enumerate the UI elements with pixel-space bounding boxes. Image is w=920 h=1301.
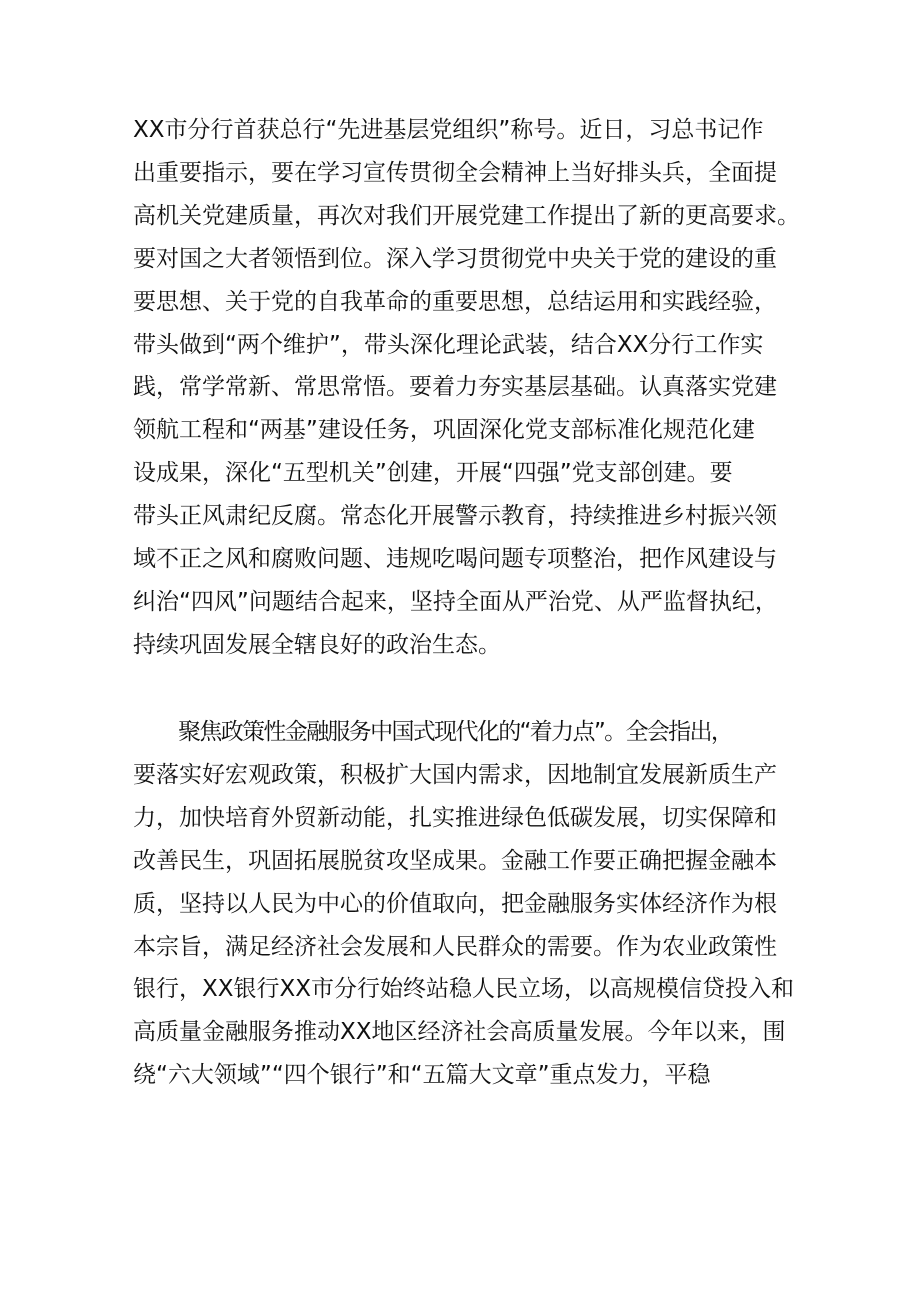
text-line: 设成果，深化“五型机关”创建，开展“四强”党支部创建。要 [133, 460, 733, 487]
text-line: 纠治“四风”问题结合起来，坚持全面从严治党、从严监督执纪， [133, 588, 778, 615]
text-line: 本宗旨，满足经济社会发展和人民群众的需要。作为农业政策性 [133, 933, 777, 960]
text-line: 银行，XX银行XX市分行始终站稳人民立场，以高规模信贷投入和 [133, 976, 795, 1003]
text-line: 高质量金融服务推动XX地区经济社会高质量发展。今年以来，围 [133, 1019, 786, 1046]
text-line: 要对国之大者领悟到位。深入学习贯彻党中央关于党的建设的重 [133, 245, 777, 272]
text-line: 绕“六大领域”“四个银行”和“五篇大文章”重点发力，平稳 [133, 1062, 711, 1089]
text-line: 质，坚持以人民为中心的价值取向，把金融服务实体经济作为根 [133, 890, 777, 917]
text-line: 高机关党建质量，再次对我们开展党建工作提出了新的更高要求。 [133, 202, 800, 229]
text-line: 要落实好宏观政策，积极扩大国内需求，因地制宜发展新质生产 [133, 761, 777, 788]
text-line: XX市分行首获总行“先进基层党组织”称号。近日，习总书记作 [133, 117, 764, 143]
text-line: 带头正风肃纪反腐。常态化开展警示教育，持续推进乡村振兴领 [133, 503, 777, 530]
text-line: 带头做到“两个维护”，带头深化理论武装，结合XX分行工作实 [133, 331, 764, 358]
text-line: 力，加快培育外贸新动能，扎实推进绿色低碳发展，切实保障和 [133, 804, 777, 831]
text-line: 践，常学常新、常思常悟。要着力夯实基层基础。认真落实党建 [133, 374, 777, 401]
text-line: 出重要指示，要在学习宣传贯彻全会精神上当好排头兵，全面提 [133, 159, 777, 186]
text-line: 域不正之风和腐败问题、违规吃喝问题专项整治，把作风建设与 [133, 546, 777, 572]
text-line: 聚焦政策性金融服务中国式现代化的“着力点”。全会指出， [178, 719, 733, 745]
text-line: 持续巩固发展全辖良好的政治生态。 [133, 631, 501, 658]
text-line: 领航工程和“两基”建设任务，巩固深化党支部标准化规范化建 [133, 417, 755, 444]
text-line: 改善民生，巩固拓展脱贫攻坚成果。金融工作要正确把握金融本 [133, 847, 777, 874]
text-line: 要思想、关于党的自我革命的重要思想，总结运用和实践经验， [133, 288, 777, 315]
